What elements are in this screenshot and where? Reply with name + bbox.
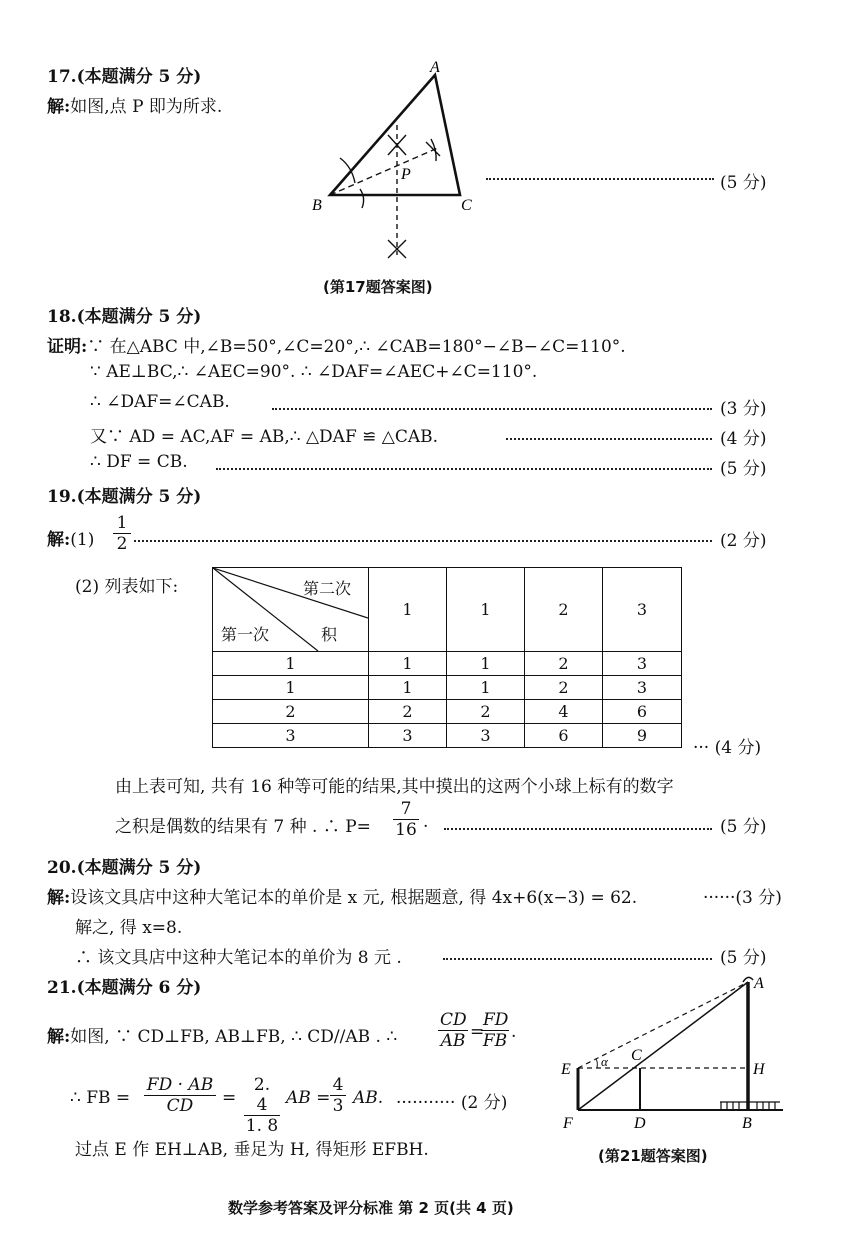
page-footer: 数学参考答案及评分标准 第 2 页(共 4 页): [228, 1199, 514, 1217]
table-row-header: 3: [213, 724, 369, 748]
q21-line2-pre: ∴ FB =: [70, 1088, 131, 1108]
table-cell: 3: [447, 724, 525, 748]
numerator: CD: [440, 1010, 467, 1030]
q18-line4-score: (4 分): [720, 429, 767, 449]
triangle-abc: [330, 75, 460, 195]
table-col-header: 1: [447, 568, 525, 652]
leader-dots: [443, 958, 712, 960]
table-cell: 2: [525, 676, 603, 700]
q19-conclusion1: 由上表可知, 共有 16 种等可能的结果,其中摸出的这两个小球上标有的数字: [115, 777, 674, 797]
q17-solution: [47, 92, 222, 117]
q19-conclusion2: 之积是偶数的结果有 7 种 . ∴ P=: [115, 817, 371, 837]
line-fa: [578, 982, 748, 1110]
table-cell: 3: [603, 652, 682, 676]
q17-score: (5 分): [720, 173, 767, 193]
numerator: FD: [483, 1010, 509, 1030]
ground-hatching: [720, 1102, 780, 1110]
ratio-cd-ab: [438, 1010, 468, 1051]
numerator: 1: [113, 513, 131, 534]
table-row: [213, 700, 682, 724]
period: .: [511, 1022, 517, 1042]
table-row-header: 2: [213, 700, 369, 724]
proof-label: 证明:: [47, 337, 88, 357]
construction-arc: [360, 189, 364, 208]
q21-line2-mid: AB =: [286, 1088, 331, 1108]
table-cell: 1: [369, 676, 447, 700]
table-corner-cell: [213, 568, 369, 652]
table-row-header: 1: [213, 652, 369, 676]
q17-header: 17.(本题满分 5 分): [47, 67, 202, 87]
numerator: 2. 4: [244, 1075, 280, 1116]
q18-line2: ∵ AE⊥BC,∴ ∠AEC=90°. ∴ ∠DAF=∠AEC+∠C=110°.: [90, 362, 538, 382]
denominator: CD: [166, 1096, 194, 1116]
q21-line1: [47, 1022, 397, 1047]
label-b: B: [312, 197, 322, 214]
q19-table-score: ··· (4 分): [693, 738, 762, 758]
table-cell: 1: [369, 652, 447, 676]
label-p: P: [401, 166, 411, 183]
corner-left-label: 第一次: [221, 625, 270, 644]
q19-part1: [47, 525, 94, 550]
q18-line4: 又∵ AD = AC,AF = AB,∴ △DAF ≌ △CAB.: [90, 427, 439, 447]
pole-top: [743, 977, 753, 982]
q20-line3-score: (5 分): [720, 948, 767, 968]
table-cell: 6: [525, 724, 603, 748]
table-cell: 2: [447, 700, 525, 724]
q20-header: 20.(本题满分 5 分): [47, 858, 202, 878]
table-col-header: 2: [525, 568, 603, 652]
q17-caption: (第17题答案图): [323, 278, 433, 296]
q19-part1-score: (2 分): [720, 531, 767, 551]
q18-line5: ∴ DF = CB.: [90, 452, 188, 472]
q20-line1-score: ······(3 分): [703, 888, 782, 908]
proof-text: ∵ 在△ABC 中,∠B=50°,∠C=20°,∴ ∠CAB=180°−∠B−∠C=110°.: [87, 337, 626, 357]
corner-top-label: 第二次: [303, 579, 352, 598]
numerator: FD · AB: [144, 1075, 216, 1096]
q21-header: 21.(本题满分 6 分): [47, 978, 202, 998]
q20-line2: 解之, 得 x=8.: [75, 918, 183, 938]
q17-figure: [300, 55, 485, 265]
fraction-fd-ab-cd: [144, 1075, 216, 1116]
denominator: 2: [116, 534, 128, 554]
numerator: 7: [393, 799, 419, 820]
q21-line2-post: AB.: [353, 1088, 384, 1108]
corner-right-label: 积: [321, 625, 338, 644]
label-alpha: α: [601, 1054, 608, 1069]
q21-figure: [555, 968, 790, 1138]
leader-dots: [134, 540, 712, 542]
q18-line5-score: (5 分): [720, 459, 767, 479]
solution-text: 设该文具店中这种大笔记本的单价是 x 元, 根据题意, 得 4x+6(x−3) = 62.: [70, 888, 638, 908]
table-cell: 9: [603, 724, 682, 748]
period: .: [423, 812, 429, 832]
label-d: D: [634, 1115, 646, 1132]
table-cell: 1: [447, 676, 525, 700]
denominator: FB: [482, 1031, 508, 1051]
part1-label: (1): [70, 530, 95, 550]
q18-line3-score: (3 分): [720, 399, 767, 419]
numerator: 4: [330, 1075, 346, 1096]
leader-dots: [486, 178, 714, 180]
denominator: AB: [440, 1031, 466, 1051]
solution-label: 解:: [47, 97, 71, 117]
table-cell: 1: [447, 652, 525, 676]
label-c: C: [461, 197, 472, 214]
equals-sign: =: [470, 1022, 485, 1042]
q18-line1: [47, 332, 626, 357]
q21-line2-score: ··········· (2 分): [396, 1093, 508, 1113]
label-f: F: [563, 1115, 573, 1132]
label-a: A: [754, 975, 764, 992]
table-row: [213, 724, 682, 748]
fraction-one-half: [113, 513, 131, 554]
label-a: A: [430, 59, 440, 76]
q19-header: 19.(本题满分 5 分): [47, 487, 202, 507]
label-c: C: [631, 1047, 642, 1064]
q18-line3: ∴ ∠DAF=∠CAB.: [90, 392, 230, 412]
leader-dots: [216, 468, 712, 470]
table-cell: 3: [369, 724, 447, 748]
table-cell: 2: [369, 700, 447, 724]
label-b: B: [742, 1115, 752, 1132]
table-col-header: 3: [603, 568, 682, 652]
q21-caption: (第21题答案图): [598, 1147, 708, 1165]
denominator: 1. 8: [245, 1116, 279, 1136]
solution-text: 如图,点 P 即为所求.: [70, 97, 223, 117]
leader-dots: [272, 408, 712, 410]
solution-label: 解:: [47, 888, 71, 908]
table-cell: 6: [603, 700, 682, 724]
ratio-fd-fb: [481, 1010, 509, 1051]
fraction-p: [393, 799, 419, 840]
angle-bisector: [330, 147, 440, 195]
table-row: [213, 676, 682, 700]
fraction-2-4-over-1-8: [244, 1075, 280, 1136]
table-row-header: 1: [213, 676, 369, 700]
denominator: 16: [395, 820, 417, 840]
denominator: 3: [332, 1096, 344, 1116]
solution-label: 解:: [47, 530, 71, 550]
leader-dots: [506, 438, 712, 440]
leader-dots: [444, 828, 712, 830]
table-row: [213, 652, 682, 676]
q19-part2-label: (2) 列表如下:: [75, 577, 179, 597]
q18-header: 18.(本题满分 5 分): [47, 307, 202, 327]
label-e: E: [561, 1061, 571, 1078]
solution-label: 解:: [47, 1027, 71, 1047]
table-cell: 3: [603, 676, 682, 700]
q20-line1: [47, 883, 637, 908]
equals-sign: =: [222, 1088, 237, 1108]
angle-arc: [596, 1059, 597, 1068]
fraction-four-thirds: [330, 1075, 346, 1116]
table-cell: 2: [525, 652, 603, 676]
solution-text: 如图, ∵ CD⊥FB, AB⊥FB, ∴ CD//AB . ∴: [70, 1027, 398, 1047]
table-col-header: 1: [369, 568, 447, 652]
q20-line3: ∴ 该文具店中这种大笔记本的单价为 8 元 .: [75, 948, 402, 968]
q19-conclusion-score: (5 分): [720, 817, 767, 837]
q21-line3: 过点 E 作 EH⊥AB, 垂足为 H, 得矩形 EFBH.: [75, 1140, 429, 1160]
label-h: H: [753, 1061, 765, 1078]
product-table: [212, 567, 682, 748]
table-cell: 4: [525, 700, 603, 724]
